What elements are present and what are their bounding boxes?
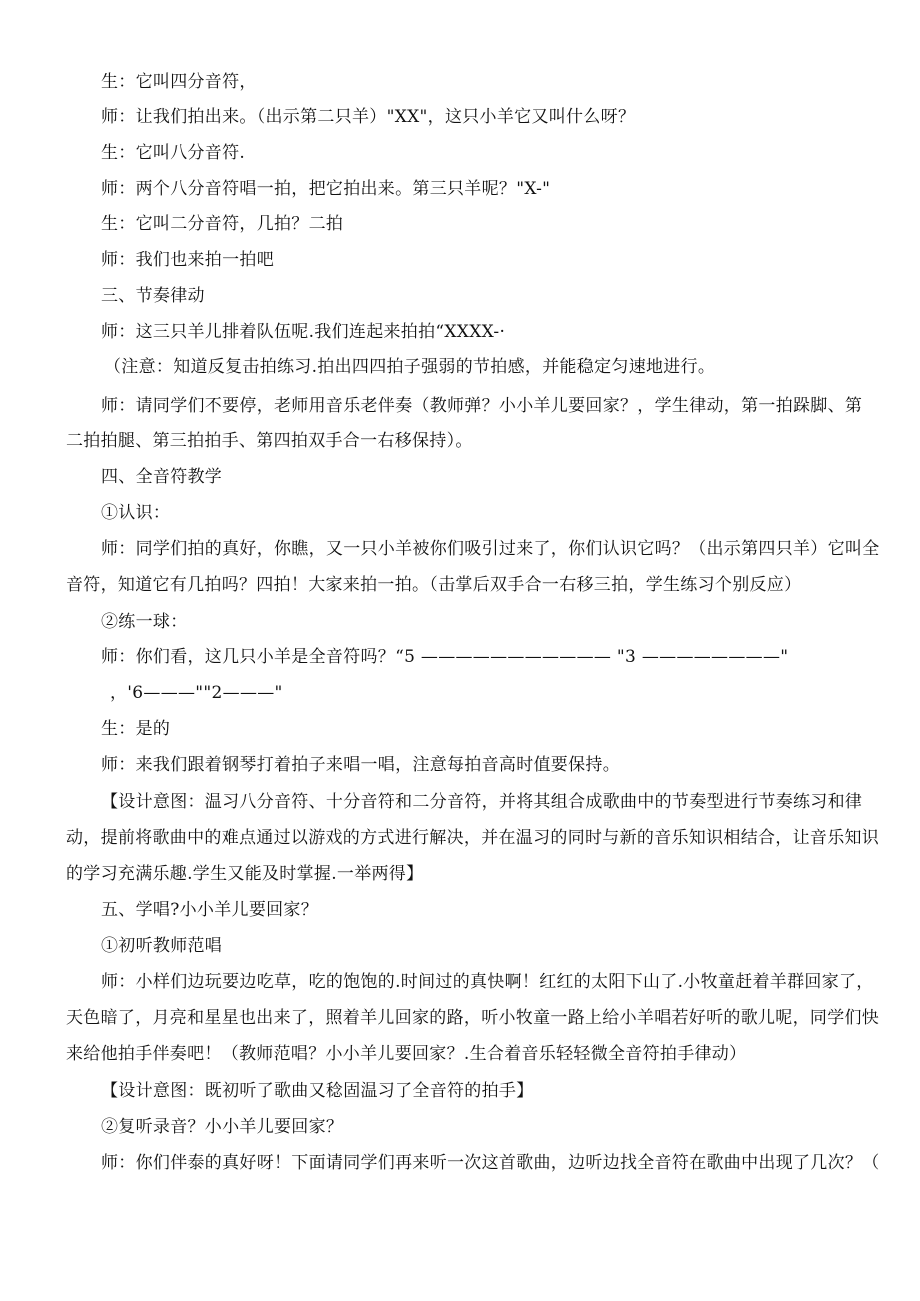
dialogue-line: 生：它叫二分音符，几拍？二拍	[101, 214, 344, 234]
dialogue-line: 师：让我们拍出来。（出示第二只羊）"XX"，这只小羊它又叫什么呀？	[101, 107, 636, 127]
dialogue-line: 师：同学们拍的真好，你瞧，又一只小羊被你们吸引过来了，你们认识它吗？（出示第四只羊）它叫全	[101, 539, 880, 559]
continued-line: 的学习充满乐趣.学生又能及时掌握.一举两得】	[66, 864, 424, 884]
dialogue-line: 生：它叫八分音符.	[101, 143, 246, 163]
dialogue-line: 师：你们看，这几只小羊是全音符吗？“5 ——————————— "3 ————————"	[101, 647, 789, 667]
dialogue-line: 师：来我们跟着钢琴打着拍子来唱一唱，注意每拍音高时值要保持。	[101, 755, 620, 775]
dialogue-line: 师：小样们边玩要边吃草，吃的饱饱的.时间过的真快啊！红红的太阳下山了.小牧童赶着羊群回家了，	[101, 972, 874, 992]
notation-line: ，'6———""2———"	[110, 683, 283, 703]
subsection-heading: ②练一球：	[101, 612, 188, 632]
continued-line: 二拍拍腿、第三拍拍手、第四拍双手合一右移保持）。	[66, 431, 473, 451]
continued-line: 音符，知道它有几拍吗？四拍！大家来拍一拍。（击掌后双手合一右移三拍，学生练习个别反应）	[66, 575, 802, 595]
continued-line: 动，提前将歌曲中的难点通过以游戏的方式进行解决，并在温习的同时与新的音乐知识相结合，让音乐知识	[66, 828, 880, 848]
continued-line: 来给他拍手伴奏吧！（教师范唱？小小羊儿要回家？.生合着音乐轻轻微全音符拍手律动）	[66, 1044, 747, 1064]
note-line: （注意：知道反复击拍练习.拍出四四拍子强弱的节拍感，并能稳定匀速地进行。	[104, 357, 716, 377]
design-intent-line: 【设计意图：温习八分音符、十分音符和二分音符，并将其组合成歌曲中的节奏型进行节奏练习和律	[101, 792, 863, 812]
dialogue-line: 生：它叫四分音符，	[101, 72, 257, 92]
section-heading: 三、节奏律动	[101, 286, 205, 306]
section-heading: 四、全音符教学	[101, 467, 223, 487]
dialogue-line: 师：两个八分音符唱一拍，把它拍出来。第三只羊呢？"X-"	[101, 179, 551, 199]
dialogue-line: 生：是的	[101, 719, 171, 739]
subsection-heading: ②复听录音？小小羊儿要回家？	[101, 1117, 344, 1137]
dialogue-line: 师：这三只羊儿排着队伍呢.我们连起来拍拍“XXXX-·	[101, 322, 506, 342]
dialogue-line: 师：请同学们不要停，老师用音乐老伴奏（教师弹？小小羊儿要回家？，学生律动，第一拍跺脚、第	[101, 396, 863, 416]
dialogue-line: 师：我们也来拍一拍吧	[101, 250, 274, 270]
section-heading: 五、学唱?小小羊儿要回家？	[101, 900, 319, 920]
dialogue-line: 师：你们伴泰的真好呀！下面请同学们再来听一次这首歌曲，边听边找全音符在歌曲中出现了几次？（	[101, 1153, 880, 1173]
design-intent-line: 【设计意图：既初听了歌曲又稔固温习了全音符的拍手】	[101, 1081, 534, 1101]
subsection-heading: ①初听教师范唱	[101, 936, 223, 956]
subsection-heading: ①认识：	[101, 503, 171, 523]
continued-line: 天色暗了，月亮和星星也出来了，照着羊儿回家的路，听小牧童一路上给小羊唱若好听的歌儿呢，同学们快	[66, 1008, 880, 1028]
